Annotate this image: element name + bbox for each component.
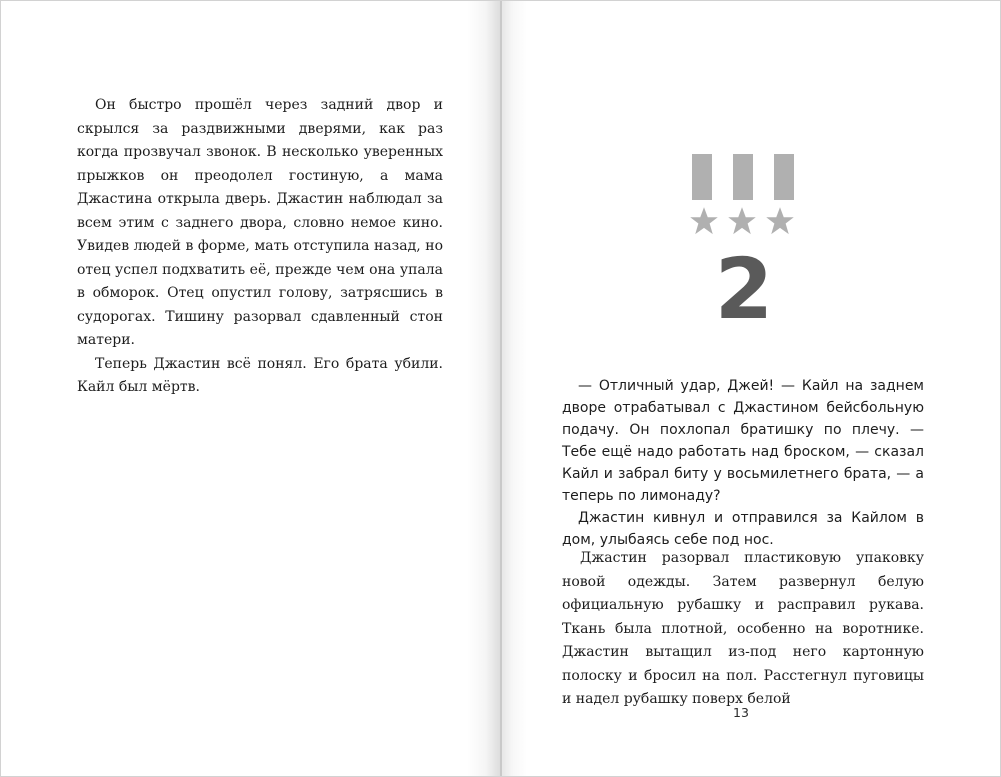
flashback-paragraph-1: — Отличный удар, Джей! — Кайл на заднем дворе отрабатывал с Джастином бейсбольную подачу. Он похлопал братишку по плечу. — Тебе ещё надо работать над броском, — сказал Кайл и забрал биту у восьмилетнего брата, — а теперь по лимонаду? (562, 378, 924, 504)
chapter-ornament-bars (692, 154, 796, 200)
spine-gutter (500, 1, 502, 777)
left-page-body (77, 94, 443, 400)
star-icon (689, 204, 719, 238)
chapter-number: 2 (714, 240, 774, 338)
ornament-bar (733, 154, 753, 200)
flashback-paragraph-2: Джастин кивнул и отправился за Кайлом в дом, улыбаясь себе под нос. (562, 510, 924, 548)
flashback-text (562, 375, 924, 551)
right-page-body (562, 547, 924, 712)
left-paragraph-2: Теперь Джастин всё понял. Его брата убили. Кайл был мёртв. (77, 355, 443, 395)
gutter-shadow (467, 1, 501, 777)
gutter-shadow (501, 1, 527, 777)
page-number: 13 (733, 705, 749, 720)
star-icon (727, 204, 757, 238)
ornament-bar (692, 154, 712, 200)
left-page (1, 1, 501, 777)
left-paragraph-1: Он быстро прошёл через задний двор и скрылся за раздвижными дверями, как раз когда прозвучал звонок. В несколько уверенных прыжков он преодолел гостиную, а мама Джастина открыла дверь. Джастин наблюдал за всем этим с заднего двора, словно немое кино. Увидев людей в форме, мать отступила назад, но отец успел подхватить её, прежде чем она упала в обморок. Отец опустил голову, затрясшись в судорогах. Тишину разорвал сдавленный стон матери. (77, 97, 443, 348)
chapter-ornament-stars (689, 204, 797, 244)
star-icon (765, 204, 795, 238)
ornament-bar (774, 154, 794, 200)
right-paragraph-1: Джастин разорвал пластиковую упаковку новой одежды. Затем развернул белую официальную рубашку и расправил рукава. Ткань была плотной, особенно на воротнике. Джастин вытащил из-под него картонную полоску и бросил на пол. Расстегнул пуговицы и надел рубашку поверх белой (562, 550, 924, 707)
